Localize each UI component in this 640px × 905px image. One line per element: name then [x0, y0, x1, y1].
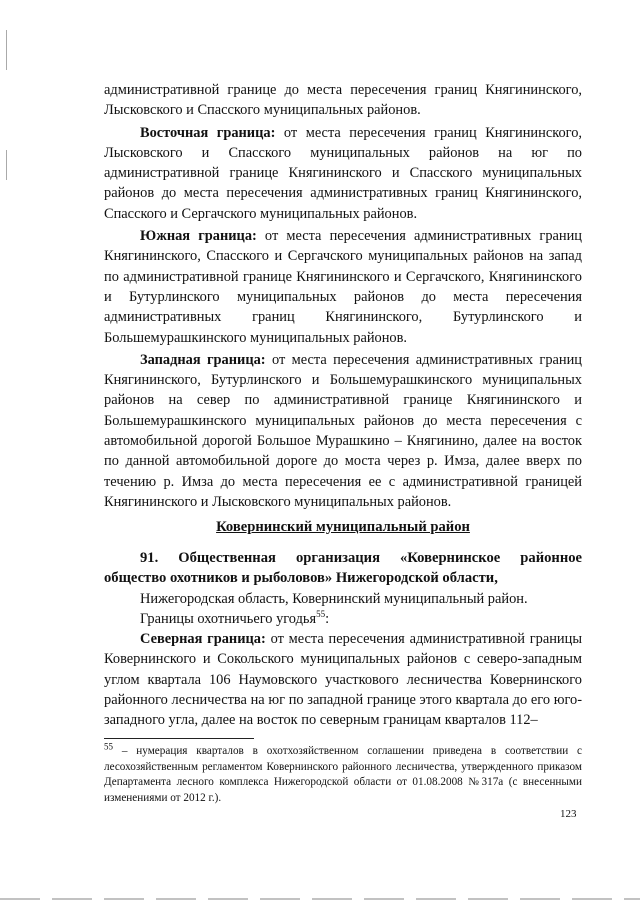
- footnote-number: 55: [104, 741, 113, 752]
- south-border-text: от места пересечения административных границ Княгининского, Спасского и Сергачского муниципальных районов на запад по административной границе Княгининского и Сергачского, Княгининского и Бутурлинского муниципальных районов до места пересечения административных границ Княгининского, Бутурлинского и Большемурашкинского муниципальных районов.: [104, 228, 583, 346]
- organization-title: 91. Общественная организация «Ковернинское районное общество охотников и рыболовов» Нижегородской области,: [104, 550, 582, 587]
- footnote: [104, 741, 582, 806]
- section-title: Ковернинский муниципальный район: [216, 519, 470, 535]
- scan-bottom-edge: [0, 898, 640, 900]
- document-body: [104, 80, 582, 512]
- footnote-divider: [104, 738, 254, 739]
- south-border-label: Южная граница:: [140, 228, 257, 245]
- page-number: 123: [560, 808, 577, 820]
- north-border-label: Северная граница:: [140, 631, 266, 648]
- paragraph-east-border: [104, 123, 582, 224]
- borders-heading: [104, 609, 582, 629]
- borders-colon: :: [325, 610, 330, 627]
- west-border-label: Западная граница:: [140, 351, 266, 368]
- scan-margin-mark: [6, 150, 7, 180]
- organization-location: Нижегородская область, Ковернинский муниципальный район.: [140, 590, 528, 607]
- paragraph-north-border: [104, 629, 582, 730]
- footnote-text: – нумерация кварталов в охотхозяйственном соглашении приведена в соответствии с лесохозяйственным регламентом Ковернинского районного лесничества, утвержденного приказом Департамента лесного комплекса Нижегородской области от 01.08.2008 №317а (с внесенными изменениями от 2012 г.).: [104, 745, 582, 804]
- footnote-ref[interactable]: 55: [316, 609, 326, 620]
- east-border-label: Восточная граница:: [140, 124, 276, 141]
- paragraph-west-border: [104, 350, 582, 512]
- east-border-text: от места пересечения границ Княгининского, Лысковского и Спасского муниципальных районов на юг по административной границе Княгининского и Спасского муниципальных районов до места пересечения административных границ Княгининского, Спасского и Сергачского муниципальных районов.: [104, 124, 582, 222]
- west-border-text: от места пересечения административных границ Княгининского, Бутурлинского и Большемурашкинского муниципальных районов на север по административной границе Княгининского и Большемурашкинского муниципальных районов до места пересечения с автомобильной дорогой Большое Мурашкино – Княгинино, далее на восток по данной автомобильной дороге до моста через р. Имза, далее вверх по течению р. Имза до места пересечения ее с административной границей Княгининского и Лысковского муниципальных районов.: [104, 351, 582, 510]
- scan-margin-mark: [6, 30, 7, 70]
- north-border-text: от места пересечения административной границы Ковернинского и Сокольского муниципальных районов с северо-западным углом квартала 106 Наумовского участкового лесничества Ковернинского районного лесничества на юг по западной границе этого квартала до его юго-западного угла, далее на восток по северным границам кварталов 112–: [104, 631, 582, 729]
- borders-label: Границы охотничьего угодья: [140, 610, 317, 627]
- organization-block: [104, 548, 582, 731]
- paragraph-continuation: административной границе до места пересечения границ Княгининского, Лысковского и Спасского муниципальных районов.: [104, 82, 582, 119]
- paragraph-south-border: [104, 226, 582, 348]
